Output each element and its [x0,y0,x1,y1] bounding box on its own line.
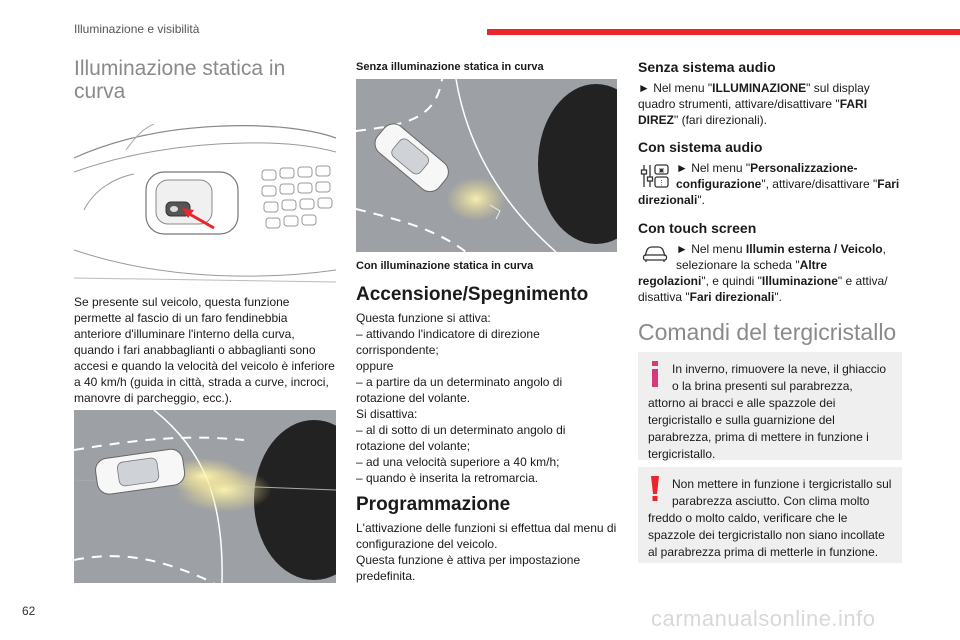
text-line: – quando è inserita la retromarcia. [356,471,539,485]
text-line: – a partire da un determinato angolo di [356,375,563,389]
title-line: curva [74,80,126,103]
menu-name: configurazione [676,177,762,191]
car-front-drawing [74,110,336,288]
info-icon [650,361,660,387]
without-lighting-illustration [356,79,617,252]
text-line: oppure [356,359,394,373]
section-title-wiper-controls: Comandi del tergicristallo [638,319,897,345]
warning-icon [650,476,660,502]
text-line: predefinita. [356,569,416,583]
page-number: 62 [22,604,36,618]
text-line: spazzole dei tergicristallo non siano incollate [648,528,885,542]
text-line: Si disattiva: [356,407,418,421]
tab-name: Altre [799,258,828,272]
audio-instructions [638,160,902,208]
text-line: Se presente sul veicolo, questa funzione [74,295,290,309]
heading-no-audio: Senza sistema audio [638,59,776,75]
fog-light-illustration [74,110,336,288]
menu-name: Illumin esterna / Veicolo [745,242,883,256]
text-run: quadro strumenti, attivare/disattivare " [638,97,840,111]
text-line [638,176,902,192]
column-1 [74,54,336,103]
text-line: tergicristallo. [648,447,716,461]
text-run: , [882,242,886,256]
option-name: FARI [839,97,868,111]
text-line: anteriore d'illuminare l'interno della curva, [74,327,295,341]
option-name: direzionali [638,193,698,207]
text-line [638,80,902,96]
option-name: Illuminazione [761,274,838,288]
no-audio-instructions [638,80,902,128]
text-line: – ad una velocità superiore a 40 km/h; [356,455,560,469]
heading-programming: Programmazione [356,494,511,515]
heading-on-off: Accensione/Spegnimento [356,284,589,305]
title-line: Illuminazione statica in [74,57,286,80]
text-run: ► Nel menu " [638,81,713,95]
warning-note-text [648,476,892,561]
car-curve-drawing-without-light [356,79,617,252]
text-run: ► Nel menu [676,242,746,256]
text-run: ". [774,290,782,304]
car-curve-drawing-with-light [74,410,336,583]
text-line: parabrezza, prima di mettere in funzione i [648,430,869,444]
touch-screen-instructions [638,241,902,305]
text-line: Non mettere in funzione i tergicristallo sul [672,477,892,491]
text-run: ► Nel menu " [676,161,751,175]
text-line: – al di sotto di un determinato angolo di [356,423,566,437]
text-line: a 40 km/h (guida in città, strada a curve, incroci, [74,375,329,389]
tab-name: regolazioni [638,274,702,288]
info-note [638,352,902,460]
text-run: ". [697,193,705,207]
section-title-static-lighting [74,57,336,103]
text-line: accesi e quando la velocità del veicolo è inferiore [74,359,335,373]
cornering-light-illustration [74,410,336,583]
option-name: Fari [877,177,900,191]
svg-text:⋮: ⋮ [658,180,665,187]
text-run: selezionare la scheda " [676,258,800,272]
text-line: L'attivazione delle funzioni si effettua dal menu di [356,521,617,535]
header-accent-bar [487,29,960,35]
text-line [638,192,902,208]
text-line: In inverno, rimuovere la neve, il ghiaccio [672,362,887,376]
text-line [638,257,902,273]
heading-touch-screen: Con touch screen [638,220,757,236]
text-line: rotazione del volante; [356,439,471,453]
text-line: configurazione del veicolo. [356,537,498,551]
text-run: disattiva " [638,290,690,304]
text-line: freddo o molto caldo, verificare che le [648,511,848,525]
text-line [638,241,902,257]
text-run: ", attivare/disattivare " [761,177,878,191]
text-line: manovre di parcheggio, ecc.). [74,391,233,405]
text-line: al parabrezza prima di metterle in funzione. [648,545,879,559]
info-note-text [648,361,892,463]
warning-note [638,467,902,563]
text-line: rotazione del volante. [356,391,471,405]
text-line: permette al fascio di un faro fendinebbia [74,311,288,325]
option-name: DIREZ [638,113,674,127]
text-line [638,273,902,289]
section-header-title: Illuminazione e visibilità [74,22,200,36]
programming-description [356,520,621,584]
text-line [638,160,902,176]
text-line: – attivando l'indicatore di direzione [356,327,540,341]
menu-name: Personalizzazione- [750,161,858,175]
text-run: ", e quindi " [701,274,762,288]
text-line: corrispondente; [356,343,439,357]
caption-with-static-lighting: Con illuminazione statica in curva [356,260,534,272]
text-line [638,112,902,128]
text-run: " e attiva/ [837,274,888,288]
svg-text:▣: ▣ [658,168,665,174]
text-run: " (fari direzionali). [674,113,767,127]
on-off-description [356,310,621,486]
text-line: quando i fari anabbaglianti o abbaglianti sono [74,343,316,357]
text-line [638,289,902,305]
text-line: Questa funzione è attiva per impostazione [356,553,581,567]
text-run: " sul display [806,81,870,95]
text-line: attorno ai bracci e alle spazzole dei [648,396,836,410]
static-lighting-intro [74,294,336,406]
caption-without-static-lighting: Senza illuminazione statica in curva [356,61,544,73]
text-line: parabrezza asciutto. Con clima molto [672,494,870,508]
menu-name: ILLUMINAZIONE [712,81,807,95]
text-line: tergicristallo e sulla guarnizione del [648,413,835,427]
watermark: carmanualsonline.info [651,606,876,631]
text-line: Questa funzione si attiva: [356,311,491,325]
text-line: o la brina presenti sul parabrezza, [672,379,853,393]
heading-audio: Con sistema audio [638,139,763,155]
option-name: Fari direzionali [689,290,775,304]
text-line [638,96,902,112]
